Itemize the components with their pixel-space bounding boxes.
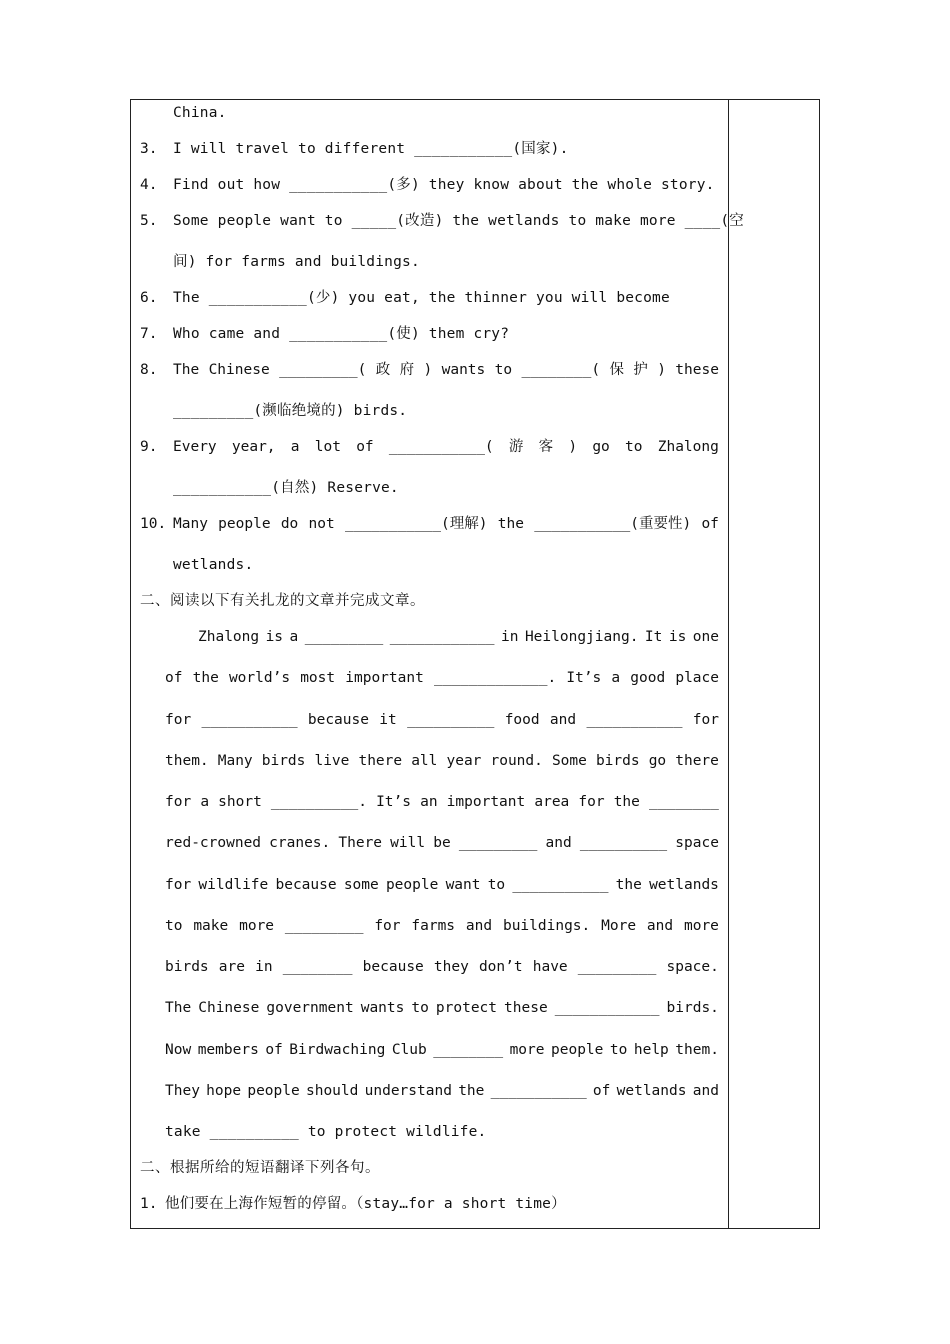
word: the [458,1083,485,1099]
word: for [692,712,719,728]
word: because [307,712,369,728]
word: people [218,516,271,532]
word: of [592,1083,611,1099]
word: are [218,959,245,975]
word: to [411,1000,429,1016]
item-7-number: 7. [140,326,158,342]
word: year [446,753,482,769]
word: __________ [579,835,668,851]
word: area [534,794,570,810]
passage-line [165,998,719,1018]
word: important [345,670,424,686]
word: Chinese [208,362,270,378]
word: round. [490,753,543,769]
word: The [173,362,200,378]
passage-line [165,916,719,936]
word: and [545,835,572,851]
word: is [668,629,687,645]
word: __________ [407,712,495,728]
word: The [165,1000,192,1016]
item-8-text-line2: _________(濒临绝境的) birds. [173,403,408,419]
word: the [615,877,642,893]
word: there [675,753,719,769]
word: them. [675,1042,719,1058]
word: buildings. [502,918,591,934]
word: a [290,439,300,455]
word: because [362,959,424,975]
word: Some [551,753,587,769]
word: it [379,712,397,728]
item-5-text-line2: 间) for farms and buildings. [173,254,420,270]
word: for [374,918,401,934]
word: _________ [458,835,538,851]
word: 护 [633,362,648,378]
word: have [532,959,568,975]
word: Every [173,439,217,455]
section-2-heading: 二、阅读以下有关扎龙的文章并完成文章。 [140,593,425,609]
word: of [356,439,374,455]
word: ____________ [389,629,495,645]
word: because [275,877,337,893]
word: 政 [375,362,391,378]
word: wetlands [649,877,719,893]
word: year, [231,439,276,455]
section-3-heading: 二、根据所给的短语翻译下列各句。 [140,1160,380,1176]
translation-1-text: 他们要在上海作短暂的停留。（stay…for a short time） [165,1196,566,1212]
item-5-number: 5. [140,213,158,229]
word: Many [217,753,253,769]
item-9-text-line2: ___________(自然) Reserve. [173,480,399,496]
word: should [305,1083,359,1099]
word: don’t [478,959,523,975]
passage-last-line: take __________ to protect wildlife. [165,1124,487,1140]
word: ___________ [586,712,683,728]
word: _________ [577,959,657,975]
passage-line [165,1081,719,1101]
word: They [165,1083,200,1099]
word: food [504,712,540,728]
word: Zhalong [657,439,719,455]
word: hope [206,1083,242,1099]
item-8-text-line1 [173,360,719,380]
passage-line [165,792,719,812]
word: lot [314,439,341,455]
word: Heilongjiang. [524,629,639,645]
word: not [308,516,335,532]
word: Now [165,1042,192,1058]
word: birds [595,753,640,769]
word: members [197,1042,259,1058]
word: of [265,1042,283,1058]
word: ) [657,362,666,378]
translation-1-number: 1. [140,1196,158,1212]
word: 府 [399,362,415,378]
word: a [611,670,621,686]
word: ___________( [388,439,494,455]
word: the [613,794,640,810]
word: for [165,712,192,728]
word: go [648,753,667,769]
passage-line [198,627,719,647]
passage-line [165,833,719,853]
item-9-number: 9. [140,439,158,455]
word: to [625,439,643,455]
item-6-text: The ___________(少) you eat, the thinner you will become [173,290,670,306]
word: most [300,670,336,686]
word: 客 [538,439,554,455]
word: help [633,1042,669,1058]
word: a [200,794,210,810]
word: is [265,629,284,645]
word: birds [165,959,209,975]
word: these [504,1000,548,1016]
word: It [644,629,663,645]
word: ________ [649,794,719,810]
word: _____________. [433,670,557,686]
word: people [247,1083,300,1099]
word: important [446,794,526,810]
word: world’s [228,670,291,686]
word: of [165,670,183,686]
item-8-number: 8. [140,362,158,378]
word: for [578,794,605,810]
word: red-crowned [165,835,262,851]
word: __________. [270,794,367,810]
word: the [192,670,219,686]
word: there [358,753,403,769]
word: ________( [521,362,601,378]
word: _________ [284,918,364,934]
word: and [692,1083,719,1099]
word: for [165,794,192,810]
word: Chinese [198,1000,260,1016]
table-column-divider [728,99,729,1229]
word: and [549,712,577,728]
item-4-number: 4. [140,177,158,193]
word: ________ [282,959,353,975]
item-7-text: Who came and ___________(使) them cry? [173,326,510,342]
word: _________ [304,629,384,645]
word: wants [441,362,486,378]
word: of [701,516,719,532]
word: more [683,918,719,934]
item-2-continuation: China. [173,105,227,121]
word: protect [435,1000,498,1016]
word: ___________(理解) [344,516,488,532]
item-6-number: 6. [140,290,158,306]
word: to [494,362,513,378]
word: Many [173,516,208,532]
word: ____________ [554,1000,660,1016]
item-9-text-line1 [173,437,719,457]
word: 保 [609,362,624,378]
word: Zhalong [198,629,260,645]
word: More [601,918,637,934]
word: more [239,918,275,934]
word: short [218,794,262,810]
word: some [343,877,379,893]
word: ___________ [201,712,298,728]
word: for [165,877,192,893]
word: these [675,362,719,378]
word: ________ [433,1042,504,1058]
item-3-number: 3. [140,141,158,157]
word: _________( [279,362,367,378]
word: people [385,877,439,893]
word: farms [411,918,456,934]
passage-line [165,875,719,895]
word: more [509,1042,545,1058]
word: ) [568,439,578,455]
passage-line [165,710,719,730]
word: to [487,877,506,893]
passage-line [165,668,719,688]
word: birds. [666,1000,719,1016]
word: one [692,629,719,645]
passage-line [165,751,719,771]
word: do [280,516,299,532]
item-4-text: Find out how ___________(多) they know about the whole story. [173,177,715,193]
word: government [266,1000,354,1016]
word: It’s [376,794,411,810]
word: the [497,516,524,532]
word: will [390,835,426,851]
word: go [592,439,610,455]
word: in [501,629,519,645]
passage-line [165,1040,719,1060]
item-10-text-line1 [173,514,719,534]
word: wants [360,1000,405,1016]
word: be [433,835,451,851]
word: It’s [566,670,602,686]
word: and [465,918,493,934]
word: cranes. [269,835,331,851]
word: 游 [508,439,524,455]
word: understand [364,1083,452,1099]
word: Birdwaching [289,1042,386,1058]
word: in [255,959,273,975]
word: they [433,959,469,975]
word: want [445,877,481,893]
item-5-text-line1: Some people want to _____(改造) the wetlands to make more ____(空 [173,213,744,229]
item-10-number: 10. [140,516,167,532]
word: ___________ [490,1083,587,1099]
word: them. [165,753,209,769]
word: and [646,918,674,934]
word: make [193,918,229,934]
word: people [551,1042,604,1058]
word: an [420,794,438,810]
word: birds [261,753,306,769]
word: Club [391,1042,427,1058]
word: to [609,1042,628,1058]
word: wildlife [198,877,269,893]
word: good [630,670,666,686]
word: wetlands [616,1083,687,1099]
word: all [411,753,438,769]
word: ) [423,362,433,378]
word: space [675,835,719,851]
passage-line [165,957,719,977]
item-3-text: I will travel to different ___________(国家). [173,141,569,157]
word: live [314,753,350,769]
word: ___________(重要性) [534,516,692,532]
word: a [289,629,299,645]
word: space. [666,959,719,975]
word: There [338,835,383,851]
word: place [675,670,719,686]
word: ___________ [512,877,609,893]
word: to [165,918,183,934]
item-10-text-line2: wetlands. [173,557,254,573]
